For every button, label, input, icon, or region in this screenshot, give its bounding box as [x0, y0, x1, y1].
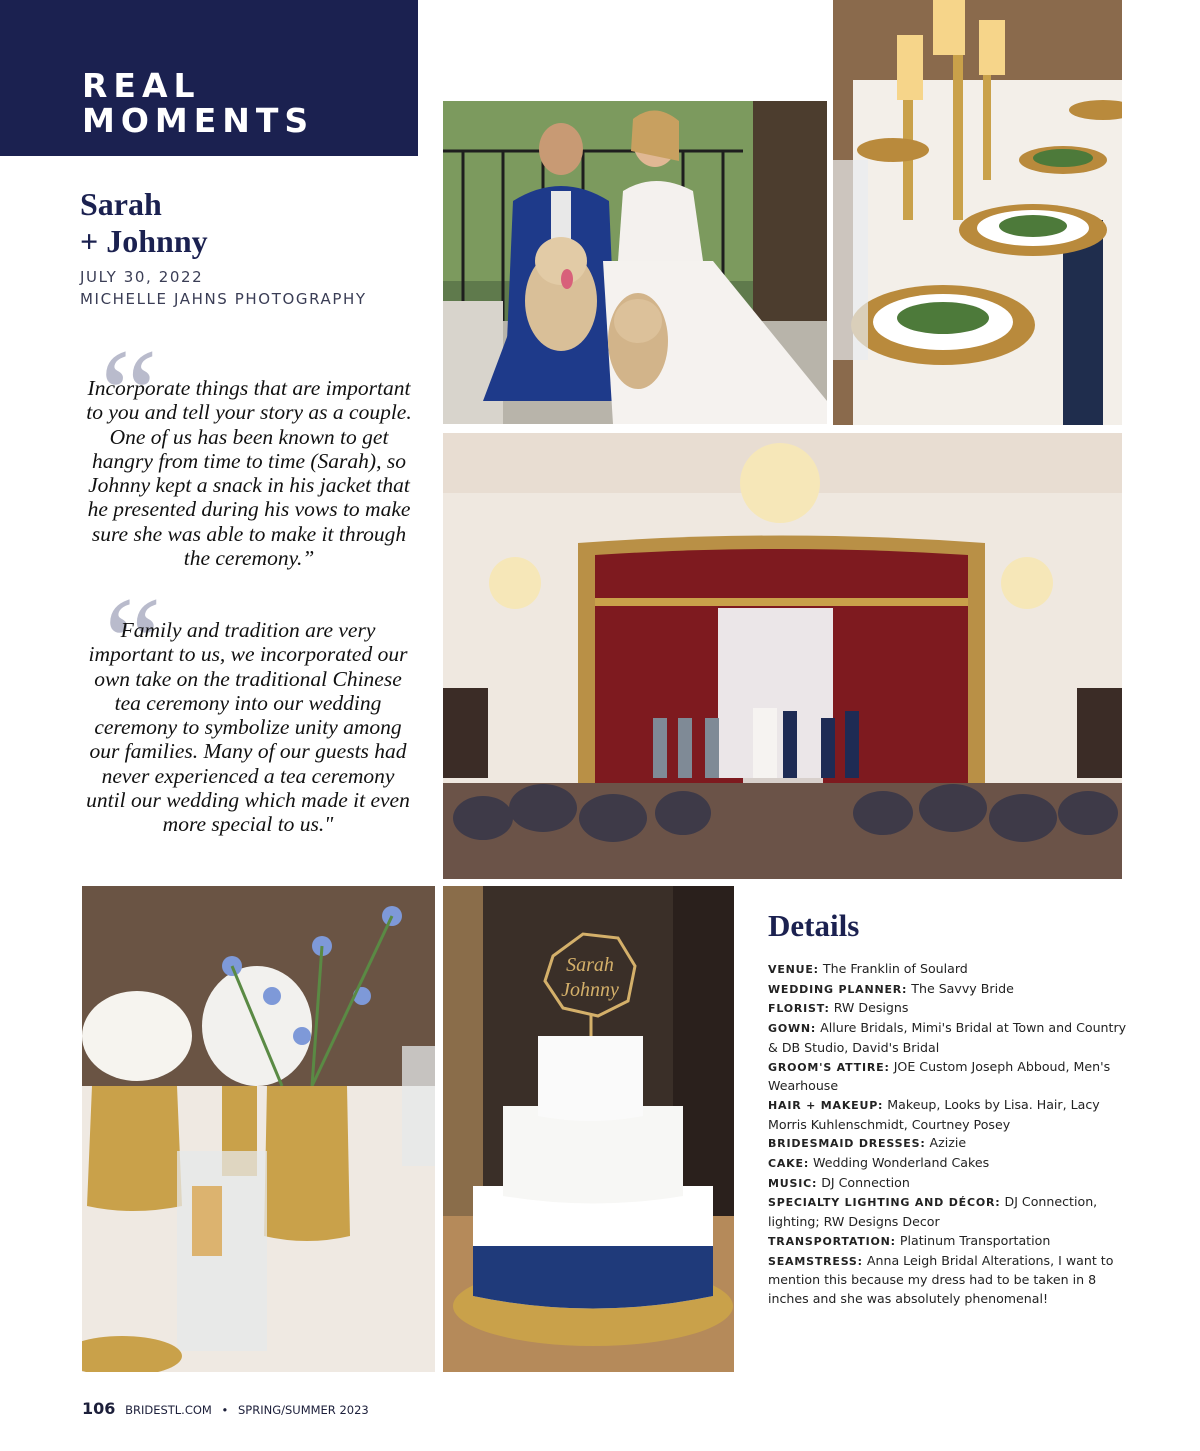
details-item-label: BRIDESMAID DRESSES: [768, 1137, 926, 1151]
details-item [768, 960, 1128, 980]
section-title [82, 68, 314, 138]
details-item-label: HAIR + MAKEUP: [768, 1098, 884, 1112]
details-item [768, 1174, 1128, 1194]
details-item-value: Azizie [929, 1135, 967, 1151]
cake-topper-line1: Sarah [566, 954, 614, 976]
quote-mark-icon: “ [100, 323, 158, 467]
section-title-line2: MOMENTS [82, 101, 315, 140]
details-item-value: The Franklin of Soulard [822, 961, 968, 976]
details-item-label: WEDDING PLANNER: [768, 982, 908, 996]
details-item-value: DJ Connection [821, 1174, 910, 1190]
page-number: 106 [82, 1399, 116, 1418]
details-item [768, 1096, 1128, 1134]
photographer-credit: MICHELLE JAHNS PHOTOGRAPHY [80, 290, 367, 308]
details-item-label: FLORIST: [768, 1002, 830, 1016]
details-item-label: SPECIALTY LIGHTING AND DÉCOR: [768, 1196, 1001, 1210]
details-title: Details [768, 908, 860, 943]
details-item-value: Wedding Wonderland Cakes [813, 1155, 990, 1171]
details-item [768, 980, 1128, 1000]
details-item [768, 1134, 1128, 1154]
section-title-line1: REAL [82, 66, 201, 105]
details-item [768, 999, 1128, 1019]
quote-2: Family and tradition are very important to us, we incorporated our own take on the traditional Chinese tea ceremony into our wedding ceremony to symbolize unity among our families. Many of our guests had never experienced a tea ceremony until our wedding which made it even more special to us." [86, 618, 410, 837]
details-item-label: GROOM'S ATTIRE: [768, 1060, 890, 1074]
quote-mark-icon: “ [104, 571, 162, 715]
quote-1: Incorporate things that are important to you and tell your story as a couple. One of us has been known to get hangry from time to time (Sarah), so Johnny kept a snack in his jacket that he presented during his vows to make sure she was able to make it through the ceremony.” [86, 376, 412, 571]
details-item-label: MUSIC: [768, 1176, 818, 1190]
details-item [768, 1019, 1128, 1057]
couple-names [80, 186, 208, 260]
centerpiece-photo [82, 886, 435, 1372]
couple-name-line1: Sarah [80, 186, 162, 222]
footer-site: BRIDESTL.COM [125, 1403, 212, 1417]
details-item [768, 1193, 1128, 1231]
details-item-value: DJ Connection, lighting; RW Designs Decor [768, 1194, 1098, 1230]
details-item-value: Platinum Transportation [899, 1232, 1051, 1248]
section-banner [0, 0, 418, 156]
details-item-value: JOE Custom Joseph Abboud, Men's Wearhouse [768, 1058, 1111, 1094]
table-setting-photo [833, 0, 1122, 425]
details-item [768, 1232, 1128, 1252]
details-item-value: RW Designs [833, 1000, 909, 1016]
footer-issue: SPRING/SUMMER 2023 [237, 1403, 369, 1417]
details-item-label: TRANSPORTATION: [768, 1234, 896, 1248]
details-item-label: CAKE: [768, 1157, 810, 1171]
details-item [768, 1058, 1128, 1096]
details-item-label: GOWN: [768, 1022, 817, 1036]
couple-name-line2: + Johnny [80, 223, 208, 259]
wedding-cake-photo [443, 886, 734, 1372]
details-item-value: Makeup, Looks by Lisa. Hair, Lacy Morris Kuhlenschmidt, Courtney Posey [768, 1096, 1100, 1132]
couple-with-dogs-photo [443, 101, 827, 424]
wedding-date: JULY 30, 2022 [80, 268, 204, 286]
details-item-value: The Savvy Bride [911, 980, 1014, 996]
details-item-label: VENUE: [768, 963, 819, 976]
details-item [768, 1154, 1128, 1174]
cake-topper-line2: Johnny [561, 979, 619, 1001]
details-item-value: Allure Bridals, Mimi's Bridal at Town and Country & DB Studio, David's Bridal [768, 1020, 1127, 1055]
footer-separator: • [221, 1403, 229, 1417]
details-item-label: SEAMSTRESS: [768, 1254, 863, 1268]
page-footer [82, 1399, 369, 1418]
wedding-meta [80, 266, 367, 310]
details-item-value: Anna Leigh Bridal Alterations, I want to mention this because my dress had to be taken in 8 inches and she was absolutely phenomenal! [768, 1252, 1114, 1306]
details-list [768, 960, 1128, 1309]
details-item [768, 1252, 1128, 1309]
ceremony-hall-photo [443, 433, 1122, 879]
